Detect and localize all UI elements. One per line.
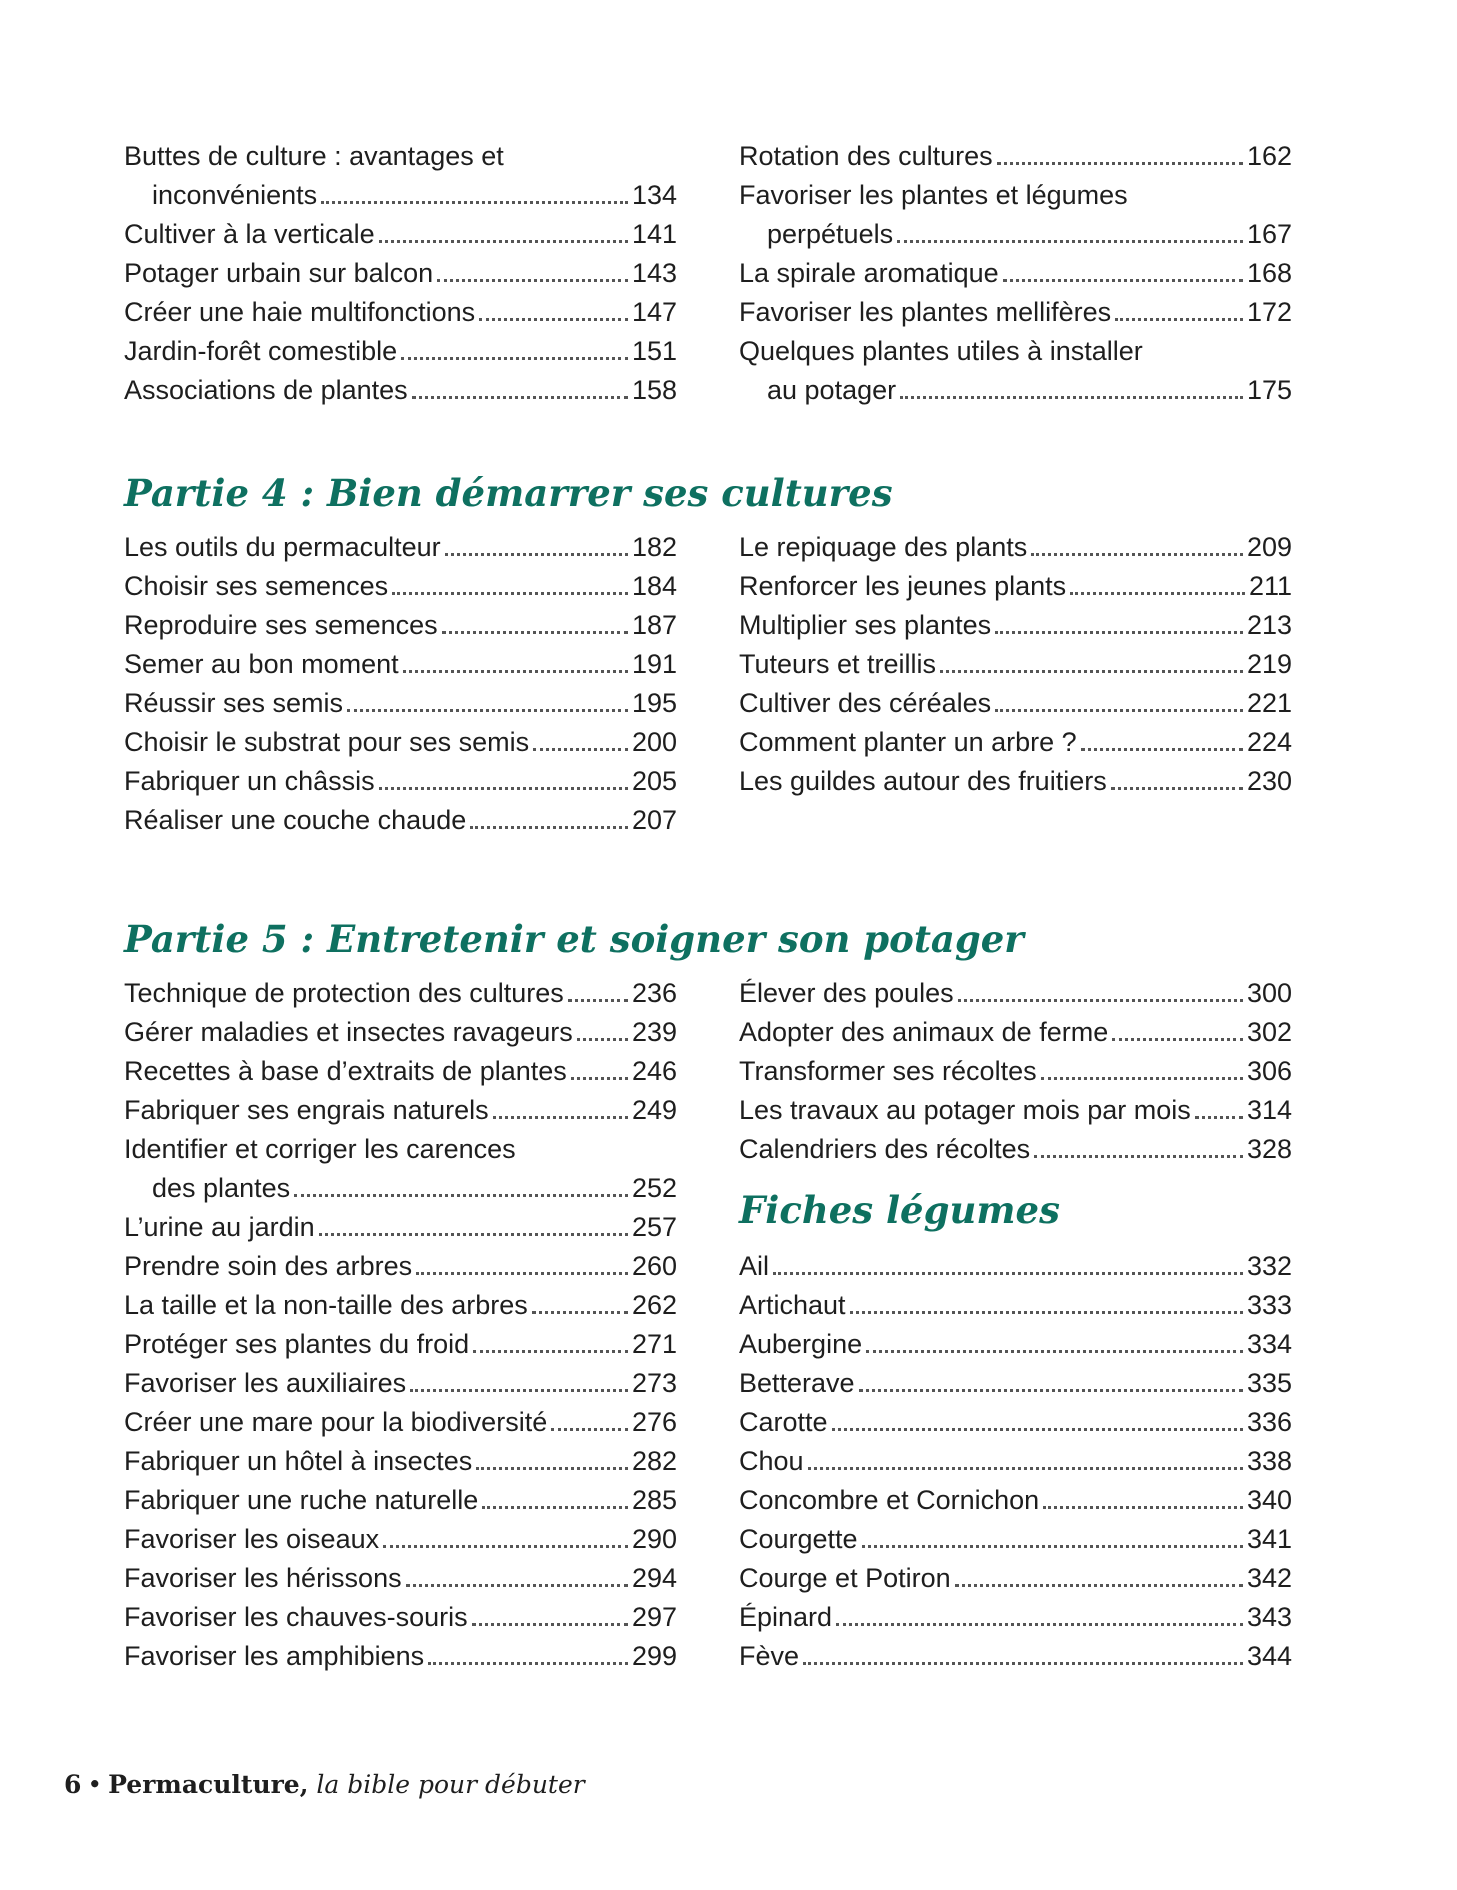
toc-entry-first-line (739, 332, 1292, 371)
page-number: 306 (1246, 1056, 1292, 1086)
toc-entry-title: Potager urbain sur balcon (124, 258, 434, 288)
page-number: 342 (1246, 1563, 1292, 1593)
toc-entry-title: La taille et la non-taille des arbres (124, 1290, 528, 1320)
toc-entry (124, 1403, 677, 1442)
page-number: 200 (631, 727, 677, 757)
page-number: 187 (631, 610, 677, 640)
toc-entry-title: Favoriser les plantes et légumes (739, 180, 1128, 210)
dot-leader (379, 240, 628, 243)
toc-entry (124, 684, 677, 723)
dot-leader (476, 1467, 628, 1470)
page-number: 344 (1246, 1641, 1292, 1671)
page-number: 300 (1246, 978, 1292, 1008)
toc-column-left (124, 137, 677, 410)
toc-entry (124, 137, 677, 215)
dot-leader (1070, 592, 1245, 595)
toc-entry-title: Favoriser les amphibiens (124, 1641, 425, 1671)
toc-entry-first-line (739, 176, 1292, 215)
toc-entry (739, 1325, 1292, 1364)
toc-entry (124, 215, 677, 254)
dot-leader (416, 1272, 628, 1275)
toc-entry-title: Fabriquer une ruche naturelle (124, 1485, 479, 1515)
dot-leader (1031, 553, 1243, 556)
toc-entry-title: L’urine au jardin (124, 1212, 315, 1242)
toc-entry (124, 254, 677, 293)
dot-leader (832, 1428, 1243, 1431)
dot-leader (406, 1584, 628, 1587)
partie4-section (124, 468, 1292, 840)
dot-leader (577, 1038, 628, 1041)
toc-entry (739, 723, 1292, 762)
toc-entry-title: Les outils du permaculteur (124, 532, 441, 562)
toc-entry-title: Tuteurs et treillis (739, 649, 937, 679)
dot-leader (897, 240, 1243, 243)
dot-leader (412, 396, 628, 399)
toc-entry (124, 1013, 677, 1052)
toc-entry (739, 332, 1292, 410)
page-number: 252 (631, 1173, 677, 1203)
toc-entry-title: Élever des poules (739, 978, 954, 1008)
toc-entry-title: Jardin-forêt comestible (124, 336, 398, 366)
page-number: 158 (631, 375, 677, 405)
page-number: 282 (631, 1446, 677, 1476)
toc-entry-title: Choisir le substrat pour ses semis (124, 727, 530, 757)
toc-entry-title: Fabriquer un hôtel à insectes (124, 1446, 473, 1476)
dot-leader (319, 1233, 628, 1236)
page-number: 336 (1246, 1407, 1292, 1437)
dot-leader (428, 1662, 628, 1665)
toc-entry (739, 176, 1292, 254)
toc-entry-title: Cultiver à la verticale (124, 219, 375, 249)
dot-leader (1112, 1038, 1243, 1041)
book-subtitle: la bible pour débuter (316, 1770, 585, 1799)
toc-entry (124, 293, 677, 332)
dot-leader (533, 748, 628, 751)
page-number: 195 (631, 688, 677, 718)
toc-entry-title: Associations de plantes (124, 375, 408, 405)
page-number: 262 (631, 1290, 677, 1320)
page-number: 335 (1246, 1368, 1292, 1398)
page-number: 302 (1246, 1017, 1292, 1047)
toc-entry (739, 254, 1292, 293)
toc-entry-title: Créer une mare pour la biodiversité (124, 1407, 548, 1437)
page-number: 207 (631, 805, 677, 835)
page-number: 297 (631, 1602, 677, 1632)
toc-entry-title: Favoriser les auxiliaires (124, 1368, 407, 1398)
dot-leader (866, 1350, 1243, 1353)
toc-entry-continuation (739, 215, 1292, 254)
toc-entry-title: Fève (739, 1641, 800, 1671)
dot-leader (808, 1467, 1243, 1470)
toc-entry-title: Les guildes autour des fruitiers (739, 766, 1107, 796)
page-number: 273 (631, 1368, 677, 1398)
toc-entry-title: Cultiver des céréales (739, 688, 992, 718)
dot-leader (379, 787, 628, 790)
dot-leader (1003, 279, 1243, 282)
toc-entry-title: Le repiquage des plants (739, 532, 1028, 562)
page-number: 168 (1246, 258, 1292, 288)
toc-entry (739, 528, 1292, 567)
page-number: 257 (631, 1212, 677, 1242)
partie4-title: Partie 4 : Bien démarrer ses cultures (124, 471, 893, 515)
toc-entry (739, 1598, 1292, 1637)
dot-leader (473, 1350, 628, 1353)
dot-leader (1081, 748, 1243, 751)
toc-entry-title: Reproduire ses semences (124, 610, 438, 640)
dot-leader (410, 1389, 628, 1392)
page-number: 213 (1246, 610, 1292, 640)
toc-entry (124, 723, 677, 762)
dot-leader (995, 631, 1243, 634)
toc-entry (739, 137, 1292, 176)
page-number: 209 (1246, 532, 1292, 562)
dot-leader (859, 1389, 1243, 1392)
page-number: 290 (631, 1524, 677, 1554)
toc-entry-title: Adopter des animaux de ferme (739, 1017, 1109, 1047)
toc-entry-title: Chou (739, 1446, 804, 1476)
dot-leader (1041, 1077, 1243, 1080)
page-number: 162 (1246, 141, 1292, 171)
partie5-section (124, 914, 1292, 1676)
toc-entry-title: Choisir ses semences (124, 571, 389, 601)
dot-leader (347, 709, 628, 712)
toc-entry-title: Buttes de culture : avantages et (124, 141, 504, 171)
toc-entry (124, 1052, 677, 1091)
page-number: 219 (1246, 649, 1292, 679)
page-number: 294 (631, 1563, 677, 1593)
dot-leader (997, 162, 1243, 165)
dot-leader (493, 1116, 628, 1119)
toc-column-left (124, 528, 677, 840)
dot-leader (472, 1623, 628, 1626)
toc-column-right (739, 974, 1292, 1676)
toc-entry-title: Aubergine (739, 1329, 863, 1359)
page-number: 332 (1246, 1251, 1292, 1281)
toc-entry-title: Gérer maladies et insectes ravageurs (124, 1017, 573, 1047)
toc-entry-title: Courgette (739, 1524, 858, 1554)
toc-entry-title: Créer une haie multifonctions (124, 297, 476, 327)
toc-column-left (124, 974, 677, 1676)
dot-leader (862, 1545, 1243, 1548)
page-number: 341 (1246, 1524, 1292, 1554)
page-number: 299 (631, 1641, 677, 1671)
toc-entry-title: Transformer ses récoltes (739, 1056, 1037, 1086)
toc-entry-title: Fabriquer ses engrais naturels (124, 1095, 489, 1125)
toc-entry (124, 762, 677, 801)
toc-entry (124, 1520, 677, 1559)
toc-entry (124, 371, 677, 410)
toc-entry-title: Multiplier ses plantes (739, 610, 992, 640)
page-number: 338 (1246, 1446, 1292, 1476)
footer-bullet: • (87, 1770, 103, 1799)
toc-entry (739, 606, 1292, 645)
toc-entry-title: Artichaut (739, 1290, 846, 1320)
dot-leader (773, 1272, 1243, 1275)
dot-leader (1034, 1155, 1243, 1158)
dot-leader (1195, 1116, 1243, 1119)
toc-entry-continuation (739, 371, 1292, 410)
toc-entry (739, 1481, 1292, 1520)
toc-entry (124, 1559, 677, 1598)
dot-leader (403, 670, 628, 673)
dot-leader (1111, 787, 1243, 790)
toc-entry-title: Prendre soin des arbres (124, 1251, 413, 1281)
toc-entry-title: Concombre et Cornichon (739, 1485, 1040, 1515)
toc-entry-title: Calendriers des récoltes (739, 1134, 1031, 1164)
dot-leader (955, 1584, 1243, 1587)
page-number: 182 (631, 532, 677, 562)
page-number: 141 (631, 219, 677, 249)
page-number: 211 (1248, 571, 1292, 601)
toc-entry-title: Quelques plantes utiles à installer (739, 336, 1143, 366)
dot-leader (850, 1311, 1243, 1314)
page-number: 143 (631, 258, 677, 288)
toc-entry (739, 1520, 1292, 1559)
toc-column-right (739, 137, 1292, 410)
toc-entry (739, 1442, 1292, 1481)
page-number: 151 (631, 336, 677, 366)
page-number: 276 (631, 1407, 677, 1437)
partie5-right-entries (739, 974, 1292, 1169)
toc-entry-title: Favoriser les hérissons (124, 1563, 402, 1593)
toc-entry (124, 567, 677, 606)
page-number: 221 (1246, 688, 1292, 718)
toc-entry-title: Courge et Potiron (739, 1563, 951, 1593)
toc-entry (124, 606, 677, 645)
toc-entry-title: Carotte (739, 1407, 828, 1437)
toc-entry-first-line (124, 137, 677, 176)
toc-entry (124, 332, 677, 371)
page-number: 236 (631, 978, 677, 1008)
toc-entry-continuation (124, 176, 677, 215)
toc-entry-title: Protéger ses plantes du froid (124, 1329, 470, 1359)
page-number: 147 (631, 297, 677, 327)
toc-entry-title: perpétuels (767, 219, 894, 249)
toc-entry (124, 801, 677, 840)
page-number: 6 (64, 1770, 82, 1799)
dot-leader (401, 357, 628, 360)
toc-entry (739, 567, 1292, 606)
toc-entry (124, 1442, 677, 1481)
toc-entry (739, 1013, 1292, 1052)
dot-leader (803, 1662, 1243, 1665)
toc-entry (739, 684, 1292, 723)
toc-entry-title: Rotation des cultures (739, 141, 993, 171)
page-number: 271 (631, 1329, 677, 1359)
toc-entry (739, 1130, 1292, 1169)
dot-leader (940, 670, 1243, 673)
toc-entry-title: des plantes (152, 1173, 291, 1203)
toc-entry-title: Les travaux au potager mois par mois (739, 1095, 1191, 1125)
toc-entry (124, 1130, 677, 1208)
page-number: 239 (631, 1017, 677, 1047)
toc-entry-title: Recettes à base d’extraits de plantes (124, 1056, 567, 1086)
toc-entry-title: Épinard (739, 1602, 833, 1632)
toc-entry-title: Semer au bon moment (124, 649, 399, 679)
page-number: 230 (1246, 766, 1292, 796)
toc-entry-first-line (124, 1130, 677, 1169)
page-number: 333 (1246, 1290, 1292, 1320)
toc-top-section (124, 137, 1292, 410)
dot-leader (995, 709, 1243, 712)
toc-entry (739, 1052, 1292, 1091)
page-number: 340 (1246, 1485, 1292, 1515)
toc-entry (124, 1208, 677, 1247)
toc-entry-title: Ail (739, 1251, 770, 1281)
toc-entry (124, 1598, 677, 1637)
toc-column-right (739, 528, 1292, 840)
toc-entry (739, 1286, 1292, 1325)
page-footer (64, 1770, 585, 1799)
dot-leader (568, 999, 628, 1002)
toc-entry (124, 1247, 677, 1286)
toc-entry-title: Comment planter un arbre ? (739, 727, 1077, 757)
dot-leader (392, 592, 628, 595)
toc-entry-continuation (124, 1169, 677, 1208)
page-number: 334 (1246, 1329, 1292, 1359)
page-number: 314 (1246, 1095, 1292, 1125)
toc-entry (739, 1364, 1292, 1403)
page-number: 134 (631, 180, 677, 210)
toc-entry-title: inconvénients (152, 180, 318, 210)
dot-leader (958, 999, 1243, 1002)
page-number: 343 (1246, 1602, 1292, 1632)
toc-entry (739, 762, 1292, 801)
dot-leader (900, 396, 1243, 399)
fiches-list (739, 1247, 1292, 1676)
toc-entry-title: Réaliser une couche chaude (124, 805, 467, 835)
toc-entry-title: Betterave (739, 1368, 855, 1398)
dot-leader (836, 1623, 1243, 1626)
partie5-title: Partie 5 : Entretenir et soigner son potager (124, 917, 1024, 961)
toc-entry (739, 974, 1292, 1013)
toc-entry-title: Fabriquer un châssis (124, 766, 375, 796)
dot-leader (479, 318, 628, 321)
dot-leader (1115, 318, 1243, 321)
dot-leader (571, 1077, 628, 1080)
toc-entry (124, 974, 677, 1013)
toc-entry (739, 1247, 1292, 1286)
page-number: 184 (631, 571, 677, 601)
toc-entry-title: Réussir ses semis (124, 688, 344, 718)
dot-leader (321, 201, 628, 204)
page-number: 285 (631, 1485, 677, 1515)
page-number: 328 (1246, 1134, 1292, 1164)
toc-entry (124, 1481, 677, 1520)
toc-entry (124, 1364, 677, 1403)
page-number: 175 (1246, 375, 1292, 405)
dot-leader (470, 826, 628, 829)
page-number: 191 (631, 649, 677, 679)
page-number: 172 (1246, 297, 1292, 327)
fiches-title: Fiches légumes (739, 1188, 1060, 1232)
dot-leader (442, 631, 628, 634)
page-number: 167 (1246, 219, 1292, 249)
toc-entry-title: au potager (767, 375, 897, 405)
toc-entry-title: Technique de protection des cultures (124, 978, 564, 1008)
toc-entry (124, 1091, 677, 1130)
dot-leader (532, 1311, 628, 1314)
toc-entry (124, 528, 677, 567)
dot-leader (1043, 1506, 1243, 1509)
dot-leader (482, 1506, 628, 1509)
toc-entry (124, 645, 677, 684)
page-number: 260 (631, 1251, 677, 1281)
toc-entry-title: Renforcer les jeunes plants (739, 571, 1067, 601)
page-number: 205 (631, 766, 677, 796)
toc-entry (124, 1637, 677, 1676)
toc-entry-title: Favoriser les plantes mellifères (739, 297, 1112, 327)
toc-entry (739, 1559, 1292, 1598)
dot-leader (437, 279, 628, 282)
dot-leader (551, 1428, 628, 1431)
toc-entry (739, 645, 1292, 684)
toc-entry (739, 1637, 1292, 1676)
toc-entry (739, 293, 1292, 332)
toc-entry (739, 1403, 1292, 1442)
toc-entry (739, 1091, 1292, 1130)
toc-entry-title: Favoriser les chauves-souris (124, 1602, 468, 1632)
page-number: 246 (631, 1056, 677, 1086)
dot-leader (445, 553, 628, 556)
toc-entry-title: Favoriser les oiseaux (124, 1524, 380, 1554)
dot-leader (294, 1194, 628, 1197)
page-number: 224 (1246, 727, 1292, 757)
book-title: Permaculture, (108, 1770, 309, 1799)
toc-entry-title: La spirale aromatique (739, 258, 999, 288)
toc-entry-title: Identifier et corriger les carences (124, 1134, 516, 1164)
toc-entry (124, 1286, 677, 1325)
page-number: 249 (631, 1095, 677, 1125)
dot-leader (383, 1545, 628, 1548)
toc-entry (124, 1325, 677, 1364)
